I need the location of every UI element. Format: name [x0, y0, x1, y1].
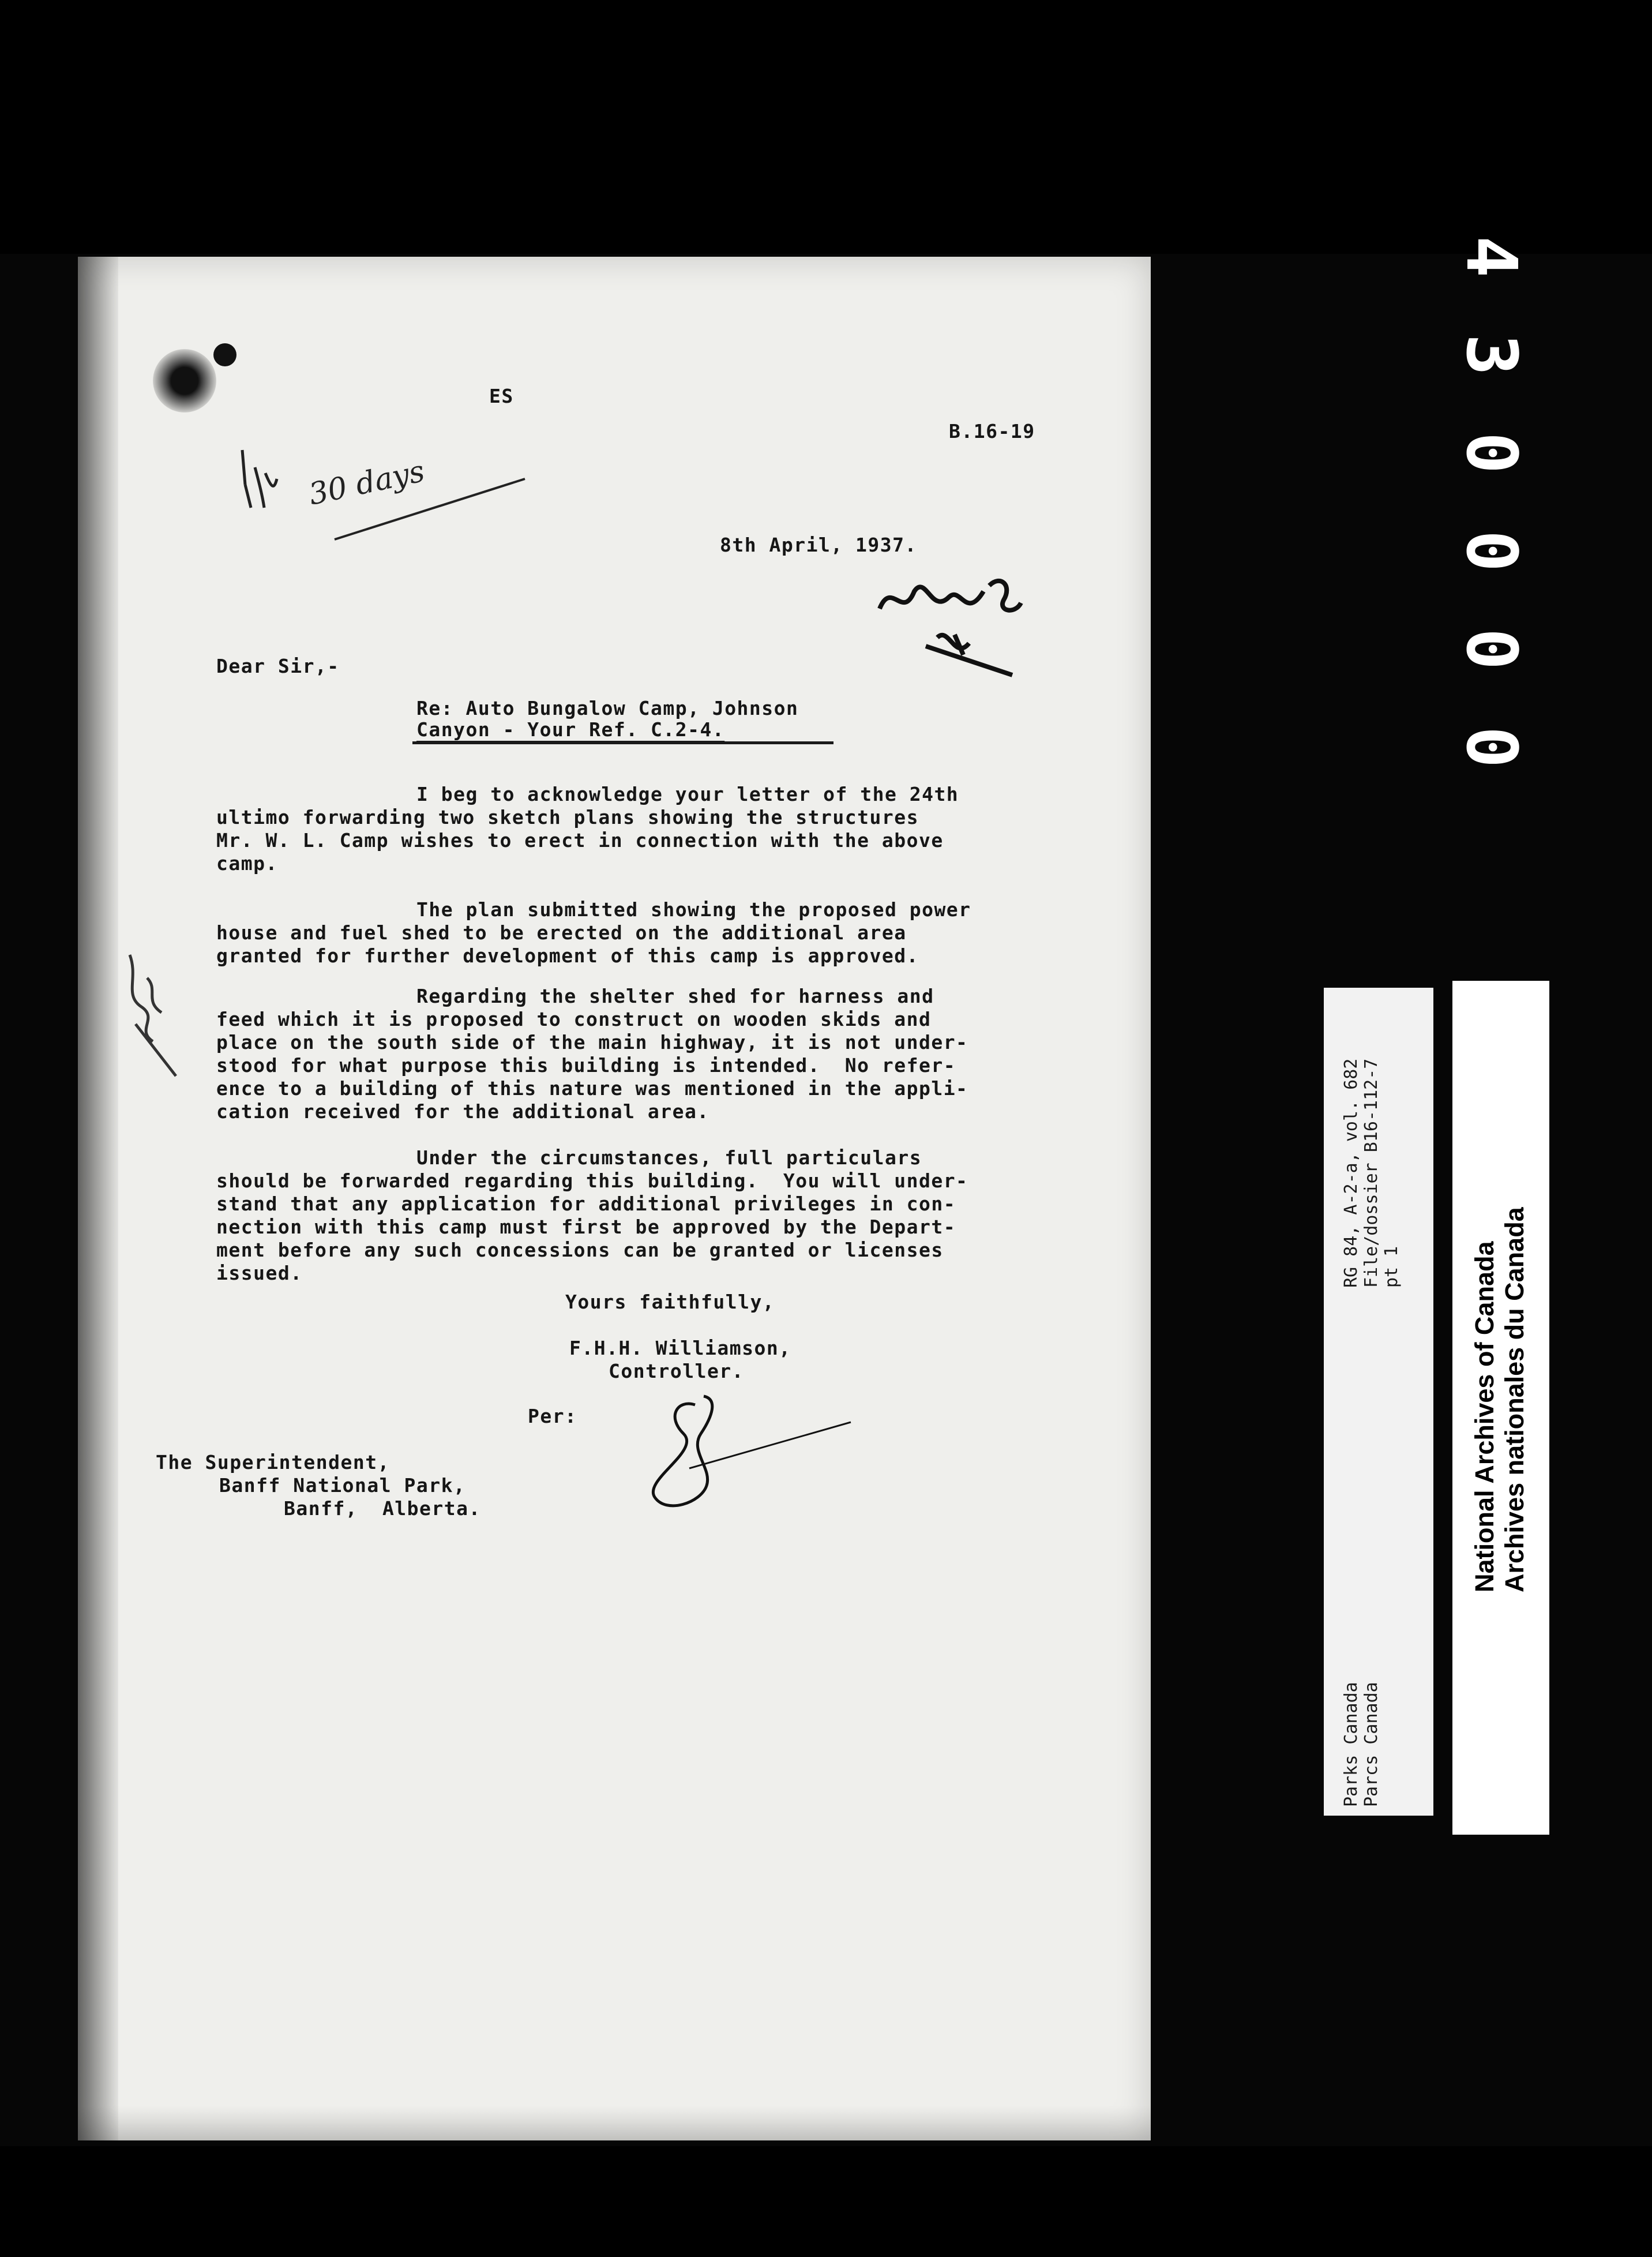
- frame-digit: 0: [1451, 530, 1531, 572]
- paragraph-2-line-2: house and fuel shed to be erected on the additional area: [216, 921, 907, 944]
- reference-line-2: File/dossier B16-112-7: [1361, 1058, 1381, 1288]
- handwritten-note-text: 30 days: [306, 453, 428, 512]
- paragraph-4-line-2: should be forwarded regarding this building. You will under-: [216, 1169, 968, 1192]
- archive-name-fr: Archives nationales du Canada: [1500, 1207, 1529, 1592]
- typist-initials: ES: [489, 385, 514, 407]
- subject-underline: [412, 741, 833, 744]
- handwritten-note: [219, 444, 542, 583]
- addressee-line-2: Banff National Park,: [219, 1474, 466, 1497]
- page-bottom-shade: [78, 2106, 1151, 2140]
- paragraph-4-line-5: ment before any such concessions can be granted or licenses: [216, 1239, 944, 1261]
- top-dark-band: [0, 0, 1652, 254]
- addressee-line-3: Banff, Alberta.: [284, 1497, 481, 1520]
- frame-digit: 0: [1451, 432, 1531, 474]
- per-label: Per:: [528, 1405, 577, 1427]
- signatory-name: F.H.H. Williamson,: [569, 1337, 791, 1359]
- paragraph-3-line-3: place on the south side of the main highway, it is not under-: [216, 1031, 968, 1053]
- paragraph-4-line-4: nection with this camp must first be approved by the Depart-: [216, 1216, 956, 1238]
- bottom-dark-band: [0, 2146, 1652, 2257]
- paragraph-4-line-1: Under the circumstances, full particulars: [416, 1146, 922, 1169]
- frame-digit: 4: [1451, 235, 1531, 278]
- punch-hole: [153, 349, 216, 413]
- letter-date: 8th April, 1937.: [720, 534, 917, 556]
- handwritten-signature: [632, 1382, 903, 1520]
- salutation: Dear Sir,-: [216, 655, 340, 677]
- punch-mark: [213, 343, 236, 366]
- paragraph-4-line-3: stand that any application for additional privileges in con-: [216, 1193, 956, 1215]
- reference-line-3: pt 1: [1381, 1246, 1402, 1288]
- paragraph-3-line-5: ence to a building of this nature was mentioned in the appli-: [216, 1077, 968, 1100]
- paragraph-1-line-1: I beg to acknowledge your letter of the 24th: [416, 783, 959, 805]
- paragraph-3-line-2: feed which it is proposed to construct on wooden skids and: [216, 1008, 932, 1030]
- paragraph-4-line-6: issued.: [216, 1262, 303, 1284]
- archive-reference-label: [1324, 988, 1433, 1816]
- frame-digit: 0: [1451, 726, 1531, 768]
- addressee-line-1: The Superintendent,: [156, 1451, 390, 1474]
- paragraph-2-line-3: granted for further development of this camp is approved.: [216, 944, 919, 967]
- paragraph-3-line-4: stood for what purpose this building is intended. No refer-: [216, 1054, 956, 1077]
- subject-line-2: Canyon - Your Ref. C.2-4.: [416, 718, 725, 741]
- source-line-2: Parcs Canada: [1361, 1682, 1381, 1807]
- paragraph-1-line-4: camp.: [216, 852, 278, 875]
- subject-line-1: Re: Auto Bungalow Camp, Johnson: [416, 697, 799, 719]
- closing: Yours faithfully,: [565, 1291, 775, 1313]
- paragraph-1-line-3: Mr. W. L. Camp wishes to erect in connection with the above: [216, 829, 944, 852]
- national-archives-label: [1452, 981, 1549, 1835]
- paragraph-3-line-1: Regarding the shelter shed for harness and: [416, 985, 934, 1007]
- signatory-title: Controller.: [609, 1360, 745, 1382]
- handwritten-initials: [868, 568, 1030, 684]
- source-line-1: Parks Canada: [1341, 1682, 1361, 1807]
- paragraph-3-line-6: cation received for the additional area.: [216, 1100, 709, 1123]
- paragraph-2-line-1: The plan submitted showing the proposed power: [416, 898, 971, 921]
- letter-page: [78, 257, 1151, 2140]
- frame-number: [1451, 208, 1531, 785]
- reference-line-1: RG 84, A-2-a, vol. 682: [1341, 1058, 1361, 1288]
- page-shadow-edge: [78, 257, 118, 2140]
- paragraph-1-line-2: ultimo forwarding two sketch plans showing the structures: [216, 806, 919, 828]
- margin-scribble: [112, 943, 187, 1082]
- frame-digit: 0: [1451, 628, 1531, 670]
- file-reference: B.16-19: [949, 420, 1035, 443]
- archive-name-en: National Archives of Canada: [1470, 1241, 1499, 1592]
- frame-digit: 3: [1451, 333, 1531, 376]
